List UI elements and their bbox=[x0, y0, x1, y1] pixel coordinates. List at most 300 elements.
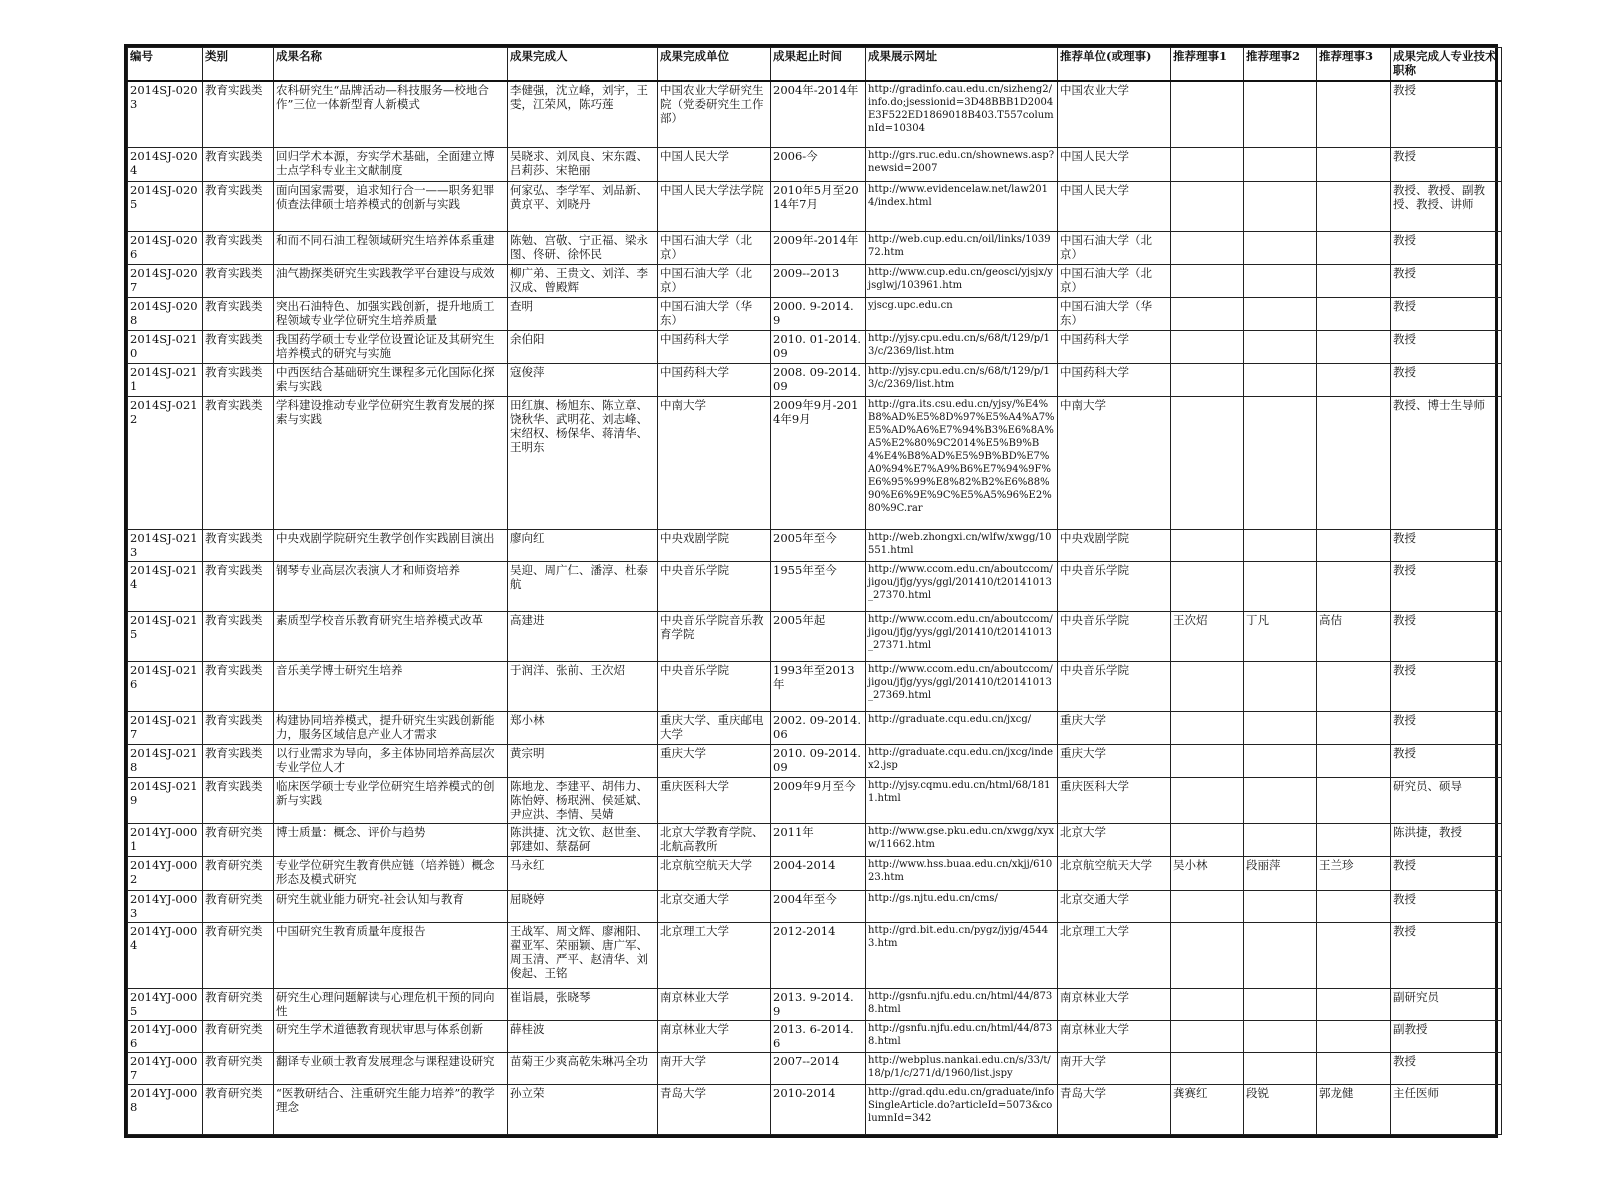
row-director2-cell bbox=[1244, 330, 1317, 363]
row-name-cell: 突出石油特色、加强实践创新，提升地质工程领域专业学位研究生培养质量 bbox=[274, 297, 508, 330]
table-row bbox=[128, 1020, 1502, 1052]
row-recommender-cell: 中国人民大学 bbox=[1058, 181, 1171, 231]
row-unit-cell: 南京林业大学 bbox=[658, 988, 771, 1020]
row-director3-cell bbox=[1317, 231, 1391, 264]
row-people-cell: 陈洪捷、沈文钦、赵世奎、郭建如、蔡磊砢 bbox=[508, 823, 658, 856]
row-id-cell: 2014YJ-0008 bbox=[128, 1084, 203, 1134]
row-director3-cell bbox=[1317, 81, 1391, 147]
row-unit-cell: 中央音乐学院音乐教育学院 bbox=[658, 612, 771, 662]
row-name-cell: 音乐美学博士研究生培养 bbox=[274, 662, 508, 712]
row-period-cell: 2000. 9-2014. 9 bbox=[771, 297, 866, 330]
row-people-cell: 马永红 bbox=[508, 856, 658, 890]
row-url-cell: http://www.cup.edu.cn/geosci/yjsjx/yjsglwj/103961.htm bbox=[866, 264, 1058, 297]
row-director1-cell bbox=[1171, 1052, 1244, 1084]
table-row bbox=[128, 363, 1502, 396]
table-row bbox=[128, 264, 1502, 297]
row-id-cell: 2014SJ-0207 bbox=[128, 264, 203, 297]
row-name-cell: 以行业需求为导向，多主体协同培养高层次专业学位人才 bbox=[274, 745, 508, 778]
row-recommender-cell: 中央音乐学院 bbox=[1058, 662, 1171, 712]
row-director2-cell bbox=[1244, 147, 1317, 181]
row-director1-cell bbox=[1171, 396, 1244, 529]
row-people-cell: 薛桂波 bbox=[508, 1020, 658, 1052]
row-name-cell: 钢琴专业高层次表演人才和师资培养 bbox=[274, 562, 508, 612]
row-title-cell: 副研究员 bbox=[1391, 988, 1502, 1020]
row-director1-cell bbox=[1171, 562, 1244, 612]
row-director2-cell bbox=[1244, 181, 1317, 231]
row-name-cell: 研究生就业能力研究-社会认知与教育 bbox=[274, 890, 508, 922]
row-director2-cell bbox=[1244, 396, 1317, 529]
row-director3-cell bbox=[1317, 363, 1391, 396]
table-row bbox=[128, 147, 1502, 181]
row-people-cell: 查明 bbox=[508, 297, 658, 330]
row-url-cell: http://graduate.cqu.edu.cn/jxcg/ bbox=[866, 712, 1058, 745]
row-url-cell: http://www.ccom.edu.cn/aboutccom/jigou/jfjg/yys/ggl/201410/t20141013_27371.html bbox=[866, 612, 1058, 662]
row-recommender-cell: 中国石油大学（华东） bbox=[1058, 297, 1171, 330]
row-director1-cell bbox=[1171, 662, 1244, 712]
row-title-cell: 教授 bbox=[1391, 81, 1502, 147]
row-recommender-cell: 中国石油大学（北京） bbox=[1058, 264, 1171, 297]
row-title-cell: 教授 bbox=[1391, 890, 1502, 922]
col-header-title: 成果完成人专业技术职称 bbox=[1391, 48, 1502, 82]
row-url-cell: http://gs.njtu.edu.cn/cms/ bbox=[866, 890, 1058, 922]
row-url-cell: http://www.hss.buaa.edu.cn/xkjj/61023.htm bbox=[866, 856, 1058, 890]
row-id-cell: 2014SJ-0206 bbox=[128, 231, 203, 264]
row-name-cell: 素质型学校音乐教育研究生培养模式改革 bbox=[274, 612, 508, 662]
table-row bbox=[128, 181, 1502, 231]
table-row bbox=[128, 823, 1502, 856]
row-director1-cell bbox=[1171, 988, 1244, 1020]
row-id-cell: 2014SJ-0211 bbox=[128, 363, 203, 396]
row-id-cell: 2014SJ-0219 bbox=[128, 778, 203, 823]
row-id-cell: 2014YJ-0003 bbox=[128, 890, 203, 922]
row-unit-cell: 中南大学 bbox=[658, 396, 771, 529]
row-period-cell: 2009年9月至今 bbox=[771, 778, 866, 823]
table-row bbox=[128, 231, 1502, 264]
row-unit-cell: 北京交通大学 bbox=[658, 890, 771, 922]
row-director1-cell bbox=[1171, 81, 1244, 147]
row-category-cell: 教育实践类 bbox=[203, 778, 274, 823]
row-url-cell: http://gsnfu.njfu.edu.cn/html/44/8738.html bbox=[866, 1020, 1058, 1052]
row-unit-cell: 中国石油大学（北京） bbox=[658, 231, 771, 264]
row-title-cell: 教授 bbox=[1391, 922, 1502, 988]
row-period-cell: 2005年至今 bbox=[771, 530, 866, 562]
row-id-cell: 2014YJ-0005 bbox=[128, 988, 203, 1020]
row-director2-cell bbox=[1244, 1052, 1317, 1084]
row-period-cell: 2010. 01-2014. 09 bbox=[771, 330, 866, 363]
row-people-cell: 陈地龙、李建平、胡伟力、陈怡婷、杨珉洲、侯延斌、尹应洪、李情、吴婧 bbox=[508, 778, 658, 823]
row-url-cell: http://yjsy.cpu.edu.cn/s/68/t/129/p/13/c/2369/list.htm bbox=[866, 363, 1058, 396]
row-url-cell: http://webplus.nankai.edu.cn/s/33/t/18/p/1/c/271/d/1960/list.jspy bbox=[866, 1052, 1058, 1084]
row-url-cell: yjscg.upc.edu.cn bbox=[866, 297, 1058, 330]
row-unit-cell: 中国石油大学（北京） bbox=[658, 264, 771, 297]
row-id-cell: 2014SJ-0210 bbox=[128, 330, 203, 363]
row-category-cell: 教育研究类 bbox=[203, 1020, 274, 1052]
row-people-cell: 郑小林 bbox=[508, 712, 658, 745]
row-category-cell: 教育实践类 bbox=[203, 612, 274, 662]
row-unit-cell: 北京理工大学 bbox=[658, 922, 771, 988]
row-recommender-cell: 南京林业大学 bbox=[1058, 988, 1171, 1020]
table-row bbox=[128, 778, 1502, 823]
row-category-cell: 教育实践类 bbox=[203, 712, 274, 745]
row-name-cell: 博士质量：概念、评价与趋势 bbox=[274, 823, 508, 856]
col-header-id: 编号 bbox=[128, 48, 203, 82]
row-id-cell: 2014SJ-0204 bbox=[128, 147, 203, 181]
row-period-cell: 2004年-2014年 bbox=[771, 81, 866, 147]
row-unit-cell: 中央音乐学院 bbox=[658, 662, 771, 712]
table-row bbox=[128, 396, 1502, 529]
table-row bbox=[128, 745, 1502, 778]
row-director3-cell bbox=[1317, 396, 1391, 529]
row-category-cell: 教育研究类 bbox=[203, 1052, 274, 1084]
row-category-cell: 教育研究类 bbox=[203, 856, 274, 890]
row-director3-cell bbox=[1317, 1020, 1391, 1052]
row-name-cell: 研究生心理问题解读与心理危机干预的同向性 bbox=[274, 988, 508, 1020]
row-url-cell: http://yjsy.cqmu.edu.cn/html/68/1811.html bbox=[866, 778, 1058, 823]
row-recommender-cell: 中国人民大学 bbox=[1058, 147, 1171, 181]
row-unit-cell: 南开大学 bbox=[658, 1052, 771, 1084]
row-recommender-cell: 重庆大学 bbox=[1058, 712, 1171, 745]
row-people-cell: 陈勉、宫敬、宁正福、梁永图、佟研、徐怀民 bbox=[508, 231, 658, 264]
row-category-cell: 教育实践类 bbox=[203, 297, 274, 330]
row-title-cell: 教授、教授、副教授、教授、讲师 bbox=[1391, 181, 1502, 231]
row-url-cell: http://www.ccom.edu.cn/aboutccom/jigou/jfjg/yys/ggl/201410/t20141013_27370.html bbox=[866, 562, 1058, 612]
col-header-director1: 推荐理事1 bbox=[1171, 48, 1244, 82]
row-director1-cell: 龚赛红 bbox=[1171, 1084, 1244, 1134]
col-header-director3: 推荐理事3 bbox=[1317, 48, 1391, 82]
row-people-cell: 余伯阳 bbox=[508, 330, 658, 363]
row-title-cell: 教授 bbox=[1391, 562, 1502, 612]
row-unit-cell: 北京航空航天大学 bbox=[658, 856, 771, 890]
row-people-cell: 吴迎、周广仁、潘淳、杜泰航 bbox=[508, 562, 658, 612]
row-people-cell: 黄宗明 bbox=[508, 745, 658, 778]
row-people-cell: 田红旗、杨旭东、陈立章、饶秋华、武明花、刘志峰、宋绍权、杨保华、蒋清华、王明东 bbox=[508, 396, 658, 529]
row-recommender-cell: 北京理工大学 bbox=[1058, 922, 1171, 988]
row-category-cell: 教育实践类 bbox=[203, 181, 274, 231]
col-header-name: 成果名称 bbox=[274, 48, 508, 82]
row-director2-cell bbox=[1244, 363, 1317, 396]
row-period-cell: 1993年至2013年 bbox=[771, 662, 866, 712]
row-name-cell: 研究生学术道德教育现状审思与体系创新 bbox=[274, 1020, 508, 1052]
row-people-cell: 崔诣晨，张晓琴 bbox=[508, 988, 658, 1020]
col-header-recommender: 推荐单位(或理事) bbox=[1058, 48, 1171, 82]
row-id-cell: 2014SJ-0213 bbox=[128, 530, 203, 562]
row-url-cell: http://web.cup.edu.cn/oil/links/103972.htm bbox=[866, 231, 1058, 264]
row-people-cell: 孙立荣 bbox=[508, 1084, 658, 1134]
row-recommender-cell: 中国药科大学 bbox=[1058, 363, 1171, 396]
row-director3-cell bbox=[1317, 778, 1391, 823]
col-header-period: 成果起止时间 bbox=[771, 48, 866, 82]
row-category-cell: 教育实践类 bbox=[203, 662, 274, 712]
row-name-cell: 面向国家需要，追求知行合一——职务犯罪侦查法律硕士培养模式的创新与实践 bbox=[274, 181, 508, 231]
row-category-cell: 教育实践类 bbox=[203, 363, 274, 396]
row-director2-cell: 段丽萍 bbox=[1244, 856, 1317, 890]
row-director2-cell bbox=[1244, 1020, 1317, 1052]
row-director1-cell bbox=[1171, 922, 1244, 988]
table-row bbox=[128, 1084, 1502, 1134]
row-title-cell: 教授 bbox=[1391, 745, 1502, 778]
row-title-cell: 教授 bbox=[1391, 264, 1502, 297]
row-period-cell: 2013. 9-2014. 9 bbox=[771, 988, 866, 1020]
row-category-cell: 教育实践类 bbox=[203, 530, 274, 562]
table-row bbox=[128, 1052, 1502, 1084]
row-title-cell: 教授 bbox=[1391, 530, 1502, 562]
row-period-cell: 2011年 bbox=[771, 823, 866, 856]
table-row bbox=[128, 712, 1502, 745]
row-name-cell: 构建协同培养模式，提升研究生实践创新能力，服务区域信息产业人才需求 bbox=[274, 712, 508, 745]
row-period-cell: 2004-2014 bbox=[771, 856, 866, 890]
row-title-cell: 教授 bbox=[1391, 612, 1502, 662]
row-category-cell: 教育实践类 bbox=[203, 562, 274, 612]
row-period-cell: 2006-今 bbox=[771, 147, 866, 181]
row-title-cell: 教授 bbox=[1391, 363, 1502, 396]
row-director1-cell: 吴小林 bbox=[1171, 856, 1244, 890]
row-category-cell: 教育研究类 bbox=[203, 890, 274, 922]
row-category-cell: 教育研究类 bbox=[203, 1084, 274, 1134]
table-header-row bbox=[128, 48, 1502, 82]
row-name-cell: 学科建设推动专业学位研究生教育发展的探索与实践 bbox=[274, 396, 508, 529]
row-director3-cell bbox=[1317, 264, 1391, 297]
row-period-cell: 2008. 09-2014. 09 bbox=[771, 363, 866, 396]
row-title-cell: 教授 bbox=[1391, 147, 1502, 181]
row-director1-cell bbox=[1171, 530, 1244, 562]
row-url-cell: http://grad.qdu.edu.cn/graduate/infoSingleArticle.do?articleId=5073&columnId=342 bbox=[866, 1084, 1058, 1134]
row-url-cell: http://www.ccom.edu.cn/aboutccom/jigou/jfjg/yys/ggl/201410/t20141013_27369.html bbox=[866, 662, 1058, 712]
table-row bbox=[128, 562, 1502, 612]
row-people-cell: 廖向红 bbox=[508, 530, 658, 562]
row-id-cell: 2014YJ-0002 bbox=[128, 856, 203, 890]
row-director3-cell bbox=[1317, 530, 1391, 562]
row-director3-cell: 高佶 bbox=[1317, 612, 1391, 662]
row-period-cell: 2009--2013 bbox=[771, 264, 866, 297]
row-id-cell: 2014YJ-0006 bbox=[128, 1020, 203, 1052]
row-director1-cell bbox=[1171, 823, 1244, 856]
row-title-cell: 教授 bbox=[1391, 1052, 1502, 1084]
row-title-cell: 陈洪捷，教授 bbox=[1391, 823, 1502, 856]
row-category-cell: 教育实践类 bbox=[203, 396, 274, 529]
row-director2-cell bbox=[1244, 297, 1317, 330]
table-row bbox=[128, 297, 1502, 330]
row-unit-cell: 中央戏剧学院 bbox=[658, 530, 771, 562]
row-director2-cell bbox=[1244, 745, 1317, 778]
row-title-cell: 教授 bbox=[1391, 330, 1502, 363]
row-unit-cell: 重庆大学 bbox=[658, 745, 771, 778]
row-director3-cell bbox=[1317, 330, 1391, 363]
row-title-cell: 研究员、硕导 bbox=[1391, 778, 1502, 823]
row-director1-cell: 王次炤 bbox=[1171, 612, 1244, 662]
row-period-cell: 2012-2014 bbox=[771, 922, 866, 988]
row-director1-cell bbox=[1171, 231, 1244, 264]
row-url-cell: http://gra.its.csu.edu.cn/yjsy/%E4%B8%AD%E5%8D%97%E5%A4%A7%E5%AD%A6%E7%94%B3%E6%8A%A5%E2%80%9C2014%E5%B9%B4%E4%B8%AD%E5%9B%BD%E7%A0%94%E7%A9%B6%E7%94%9F%E6%95%99%E8%82%B2%E6%88%90%E6%9E%9C%E5%A5%96%E2%80%9C.rar bbox=[866, 396, 1058, 529]
row-url-cell: http://www.gse.pku.edu.cn/xwgg/xyxw/11662.htm bbox=[866, 823, 1058, 856]
row-name-cell: 中西医结合基础研究生课程多元化国际化探索与实践 bbox=[274, 363, 508, 396]
row-recommender-cell: 南开大学 bbox=[1058, 1052, 1171, 1084]
table-row bbox=[128, 612, 1502, 662]
row-director2-cell bbox=[1244, 712, 1317, 745]
row-director2-cell bbox=[1244, 988, 1317, 1020]
row-id-cell: 2014YJ-0001 bbox=[128, 823, 203, 856]
row-recommender-cell: 南京林业大学 bbox=[1058, 1020, 1171, 1052]
row-recommender-cell: 中央音乐学院 bbox=[1058, 612, 1171, 662]
row-title-cell: 教授 bbox=[1391, 662, 1502, 712]
row-period-cell: 2013. 6-2014. 6 bbox=[771, 1020, 866, 1052]
row-director1-cell bbox=[1171, 330, 1244, 363]
row-director2-cell bbox=[1244, 530, 1317, 562]
row-people-cell: 高建进 bbox=[508, 612, 658, 662]
row-period-cell: 2007--2014 bbox=[771, 1052, 866, 1084]
row-people-cell: 柳广弟、王贵文、刘洋、李汉成、曾殿辉 bbox=[508, 264, 658, 297]
row-director1-cell bbox=[1171, 297, 1244, 330]
row-director2-cell bbox=[1244, 81, 1317, 147]
row-period-cell: 2010. 09-2014. 09 bbox=[771, 745, 866, 778]
row-director1-cell bbox=[1171, 745, 1244, 778]
row-category-cell: 教育实践类 bbox=[203, 745, 274, 778]
col-header-people: 成果完成人 bbox=[508, 48, 658, 82]
table-row bbox=[128, 988, 1502, 1020]
row-unit-cell: 重庆大学、重庆邮电大学 bbox=[658, 712, 771, 745]
row-category-cell: 教育实践类 bbox=[203, 231, 274, 264]
row-url-cell: http://grd.bit.edu.cn/pygz/jyjg/45443.htm bbox=[866, 922, 1058, 988]
row-recommender-cell: 重庆医科大学 bbox=[1058, 778, 1171, 823]
row-unit-cell: 中国农业大学研究生院（党委研究生工作部） bbox=[658, 81, 771, 147]
table-row bbox=[128, 890, 1502, 922]
row-director3-cell bbox=[1317, 662, 1391, 712]
results-table bbox=[127, 47, 1502, 1135]
row-recommender-cell: 中央音乐学院 bbox=[1058, 562, 1171, 612]
row-people-cell: 李健强，沈立峰，刘宇，王雯，江荣风，陈巧莲 bbox=[508, 81, 658, 147]
row-recommender-cell: 青岛大学 bbox=[1058, 1084, 1171, 1134]
row-director3-cell bbox=[1317, 890, 1391, 922]
row-name-cell: “医教研结合、注重研究生能力培养”的教学理念 bbox=[274, 1084, 508, 1134]
row-name-cell: 专业学位研究生教育供应链（培养链）概念形态及模式研究 bbox=[274, 856, 508, 890]
row-director2-cell bbox=[1244, 662, 1317, 712]
row-name-cell: 中国研究生教育质量年度报告 bbox=[274, 922, 508, 988]
row-title-cell: 教授 bbox=[1391, 856, 1502, 890]
results-table-sheet bbox=[124, 44, 1498, 1138]
row-director2-cell: 段锐 bbox=[1244, 1084, 1317, 1134]
table-row bbox=[128, 856, 1502, 890]
row-unit-cell: 中央音乐学院 bbox=[658, 562, 771, 612]
row-category-cell: 教育研究类 bbox=[203, 988, 274, 1020]
row-director1-cell bbox=[1171, 890, 1244, 922]
row-recommender-cell: 北京大学 bbox=[1058, 823, 1171, 856]
row-category-cell: 教育实践类 bbox=[203, 330, 274, 363]
row-director3-cell bbox=[1317, 745, 1391, 778]
row-url-cell: http://grs.ruc.edu.cn/shownews.asp?newsid=2007 bbox=[866, 147, 1058, 181]
row-name-cell: 回归学术本源，夯实学术基础，全面建立博士点学科专业主文献制度 bbox=[274, 147, 508, 181]
row-people-cell: 寇俊萍 bbox=[508, 363, 658, 396]
row-director2-cell bbox=[1244, 264, 1317, 297]
row-recommender-cell: 北京航空航天大学 bbox=[1058, 856, 1171, 890]
row-name-cell: 油气勘探类研究生实践教学平台建设与成效 bbox=[274, 264, 508, 297]
table-row bbox=[128, 662, 1502, 712]
row-category-cell: 教育实践类 bbox=[203, 81, 274, 147]
row-name-cell: 中央戏剧学院研究生教学创作实践剧目演出 bbox=[274, 530, 508, 562]
row-id-cell: 2014SJ-0208 bbox=[128, 297, 203, 330]
row-name-cell: 我国药学硕士专业学位设置论证及其研究生培养模式的研究与实施 bbox=[274, 330, 508, 363]
row-id-cell: 2014YJ-0007 bbox=[128, 1052, 203, 1084]
row-director2-cell bbox=[1244, 823, 1317, 856]
row-recommender-cell: 重庆大学 bbox=[1058, 745, 1171, 778]
row-director3-cell bbox=[1317, 712, 1391, 745]
row-id-cell: 2014SJ-0205 bbox=[128, 181, 203, 231]
col-header-director2: 推荐理事2 bbox=[1244, 48, 1317, 82]
row-director2-cell bbox=[1244, 778, 1317, 823]
row-director3-cell bbox=[1317, 1052, 1391, 1084]
row-director2-cell bbox=[1244, 922, 1317, 988]
row-people-cell: 吴晓求、刘凤良、宋东霞、吕莉莎、宋艳丽 bbox=[508, 147, 658, 181]
row-recommender-cell: 中国石油大学（北京） bbox=[1058, 231, 1171, 264]
row-title-cell: 教授 bbox=[1391, 297, 1502, 330]
row-director3-cell bbox=[1317, 297, 1391, 330]
row-unit-cell: 中国药科大学 bbox=[658, 330, 771, 363]
row-period-cell: 2009年9月-2014年9月 bbox=[771, 396, 866, 529]
row-period-cell: 2010-2014 bbox=[771, 1084, 866, 1134]
row-category-cell: 教育研究类 bbox=[203, 922, 274, 988]
row-director2-cell bbox=[1244, 890, 1317, 922]
row-unit-cell: 北京大学教育学院、北航高教所 bbox=[658, 823, 771, 856]
row-people-cell: 苗菊王少爽高乾朱琳冯全功 bbox=[508, 1052, 658, 1084]
table-row bbox=[128, 922, 1502, 988]
row-name-cell: 和而不同石油工程领域研究生培养体系重建 bbox=[274, 231, 508, 264]
row-recommender-cell: 中南大学 bbox=[1058, 396, 1171, 529]
row-title-cell: 教授、博士生导师 bbox=[1391, 396, 1502, 529]
row-url-cell: http://gsnfu.njfu.edu.cn/html/44/8738.html bbox=[866, 988, 1058, 1020]
row-name-cell: 农科研究生“品牌活动—科技服务—校地合作”三位一体新型育人新模式 bbox=[274, 81, 508, 147]
row-director1-cell bbox=[1171, 181, 1244, 231]
row-url-cell: http://web.zhongxi.cn/wlfw/xwgg/10551.html bbox=[866, 530, 1058, 562]
row-director3-cell bbox=[1317, 922, 1391, 988]
row-period-cell: 1955年至今 bbox=[771, 562, 866, 612]
row-people-cell: 王战军、周文辉、廖湘阳、翟亚军、荣丽颖、唐广军、周玉清、严平、赵清华、刘俊起、王铭 bbox=[508, 922, 658, 988]
row-recommender-cell: 中国农业大学 bbox=[1058, 81, 1171, 147]
row-unit-cell: 青岛大学 bbox=[658, 1084, 771, 1134]
row-period-cell: 2005年起 bbox=[771, 612, 866, 662]
table-row bbox=[128, 530, 1502, 562]
row-recommender-cell: 中央戏剧学院 bbox=[1058, 530, 1171, 562]
row-director1-cell bbox=[1171, 264, 1244, 297]
row-director1-cell bbox=[1171, 778, 1244, 823]
row-people-cell: 屈晓婷 bbox=[508, 890, 658, 922]
row-unit-cell: 中国药科大学 bbox=[658, 363, 771, 396]
row-id-cell: 2014SJ-0215 bbox=[128, 612, 203, 662]
row-title-cell: 主任医师 bbox=[1391, 1084, 1502, 1134]
row-director1-cell bbox=[1171, 363, 1244, 396]
row-category-cell: 教育实践类 bbox=[203, 147, 274, 181]
row-name-cell: 翻译专业硕士教育发展理念与课程建设研究 bbox=[274, 1052, 508, 1084]
row-id-cell: 2014SJ-0203 bbox=[128, 81, 203, 147]
row-name-cell: 临床医学硕士专业学位研究生培养模式的创新与实践 bbox=[274, 778, 508, 823]
row-director3-cell bbox=[1317, 147, 1391, 181]
row-unit-cell: 中国石油大学（华东） bbox=[658, 297, 771, 330]
row-director3-cell bbox=[1317, 823, 1391, 856]
row-director3-cell bbox=[1317, 181, 1391, 231]
row-title-cell: 副教授 bbox=[1391, 1020, 1502, 1052]
row-unit-cell: 中国人民大学 bbox=[658, 147, 771, 181]
row-people-cell: 何家弘、李学军、刘品新、黄京平、刘晓丹 bbox=[508, 181, 658, 231]
row-director3-cell bbox=[1317, 988, 1391, 1020]
row-director3-cell bbox=[1317, 562, 1391, 612]
row-id-cell: 2014SJ-0218 bbox=[128, 745, 203, 778]
row-director1-cell bbox=[1171, 147, 1244, 181]
row-period-cell: 2004年至今 bbox=[771, 890, 866, 922]
row-id-cell: 2014SJ-0212 bbox=[128, 396, 203, 529]
col-header-url: 成果展示网址 bbox=[866, 48, 1058, 82]
row-title-cell: 教授 bbox=[1391, 231, 1502, 264]
row-period-cell: 2009年-2014年 bbox=[771, 231, 866, 264]
row-id-cell: 2014YJ-0004 bbox=[128, 922, 203, 988]
row-director3-cell: 郭龙健 bbox=[1317, 1084, 1391, 1134]
row-director1-cell bbox=[1171, 712, 1244, 745]
